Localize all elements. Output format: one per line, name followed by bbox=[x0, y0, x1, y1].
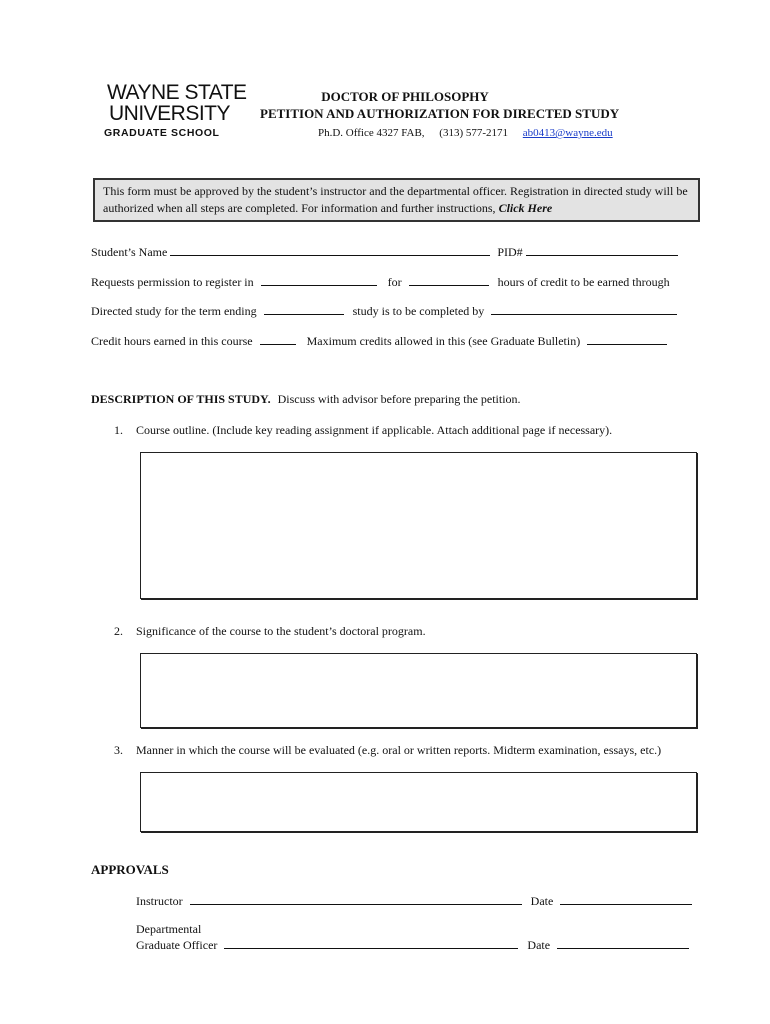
max-credits-field[interactable] bbox=[587, 333, 667, 345]
item-number: 3. bbox=[114, 743, 123, 757]
student-name-field[interactable] bbox=[170, 244, 490, 256]
instructor-date-label: Date bbox=[530, 894, 554, 908]
completed-by-field[interactable] bbox=[491, 303, 677, 315]
credit-hours-field[interactable] bbox=[409, 274, 489, 286]
dept-signature-field[interactable] bbox=[224, 937, 518, 949]
logo-wayne-state: WAYNE STATE bbox=[107, 81, 247, 104]
pid-label: PID# bbox=[497, 245, 523, 259]
description-item-2 bbox=[114, 624, 426, 639]
student-name-label: Student’s Name bbox=[91, 245, 168, 259]
instructor-signature-row bbox=[136, 893, 692, 909]
click-here-link[interactable]: Click Here bbox=[498, 201, 553, 215]
requests-permission-label: Requests permission to register in bbox=[91, 275, 254, 289]
notice-text: This form must be approved by the student’s instructor and the departmental officer. Registration in directed study will be authorized when all steps are completed. For information and further instructions, bbox=[103, 184, 688, 215]
pid-field[interactable] bbox=[526, 244, 678, 256]
form-title-line1: DOCTOR OF PHILOSOPHY bbox=[321, 89, 489, 104]
dept-date-label: Date bbox=[527, 938, 551, 952]
hours-credit-label: hours of credit to be earned through bbox=[497, 275, 670, 289]
student-name-row bbox=[91, 244, 678, 260]
description-subtext: Discuss with advisor before preparing the petition. bbox=[277, 392, 521, 406]
dept-officer-label: Graduate Officer bbox=[136, 938, 218, 952]
credits-row bbox=[91, 333, 667, 349]
evaluation-textarea[interactable] bbox=[140, 772, 697, 832]
logo-graduate-school: GRADUATE SCHOOL bbox=[104, 127, 220, 139]
instructor-signature-field[interactable] bbox=[190, 893, 522, 905]
max-credits-label: Maximum credits allowed in this (see Graduate Bulletin) bbox=[306, 334, 581, 348]
significance-textarea[interactable] bbox=[140, 653, 697, 728]
item-text: Course outline. (Include key reading assignment if applicable. Attach additional page if necessary). bbox=[136, 423, 613, 437]
register-row bbox=[91, 274, 670, 290]
approvals-heading: APPROVALS bbox=[91, 862, 169, 877]
contact-line bbox=[318, 127, 613, 139]
description-item-1 bbox=[114, 423, 612, 438]
description-heading: DESCRIPTION OF THIS STUDY. bbox=[91, 392, 271, 406]
dept-signature-row bbox=[136, 937, 689, 953]
credit-hours-earned-label: Credit hours earned in this course bbox=[91, 334, 253, 348]
term-ending-label: Directed study for the term ending bbox=[91, 304, 257, 318]
form-title-line2: PETITION AND AUTHORIZATION FOR DIRECTED STUDY bbox=[260, 106, 620, 121]
office-address: Ph.D. Office 4327 FAB, bbox=[318, 127, 425, 139]
description-item-3 bbox=[114, 743, 661, 758]
course-outline-textarea[interactable] bbox=[140, 452, 697, 599]
for-label: for bbox=[387, 275, 402, 289]
email-link[interactable]: ab0413@wayne.edu bbox=[522, 127, 613, 139]
instructor-date-field[interactable] bbox=[560, 893, 692, 905]
description-heading-row bbox=[91, 392, 521, 407]
instructions-notice bbox=[93, 178, 700, 222]
logo-university: UNIVERSITY bbox=[109, 102, 231, 125]
instructor-label: Instructor bbox=[136, 894, 183, 908]
dept-date-field[interactable] bbox=[557, 937, 689, 949]
credit-hours-earned-field[interactable] bbox=[260, 333, 296, 345]
item-number: 1. bbox=[114, 423, 123, 437]
term-row bbox=[91, 303, 677, 319]
item-text: Manner in which the course will be evaluated (e.g. oral or written reports. Midterm examination, essays, etc.) bbox=[136, 743, 662, 757]
register-course-field[interactable] bbox=[261, 274, 377, 286]
item-number: 2. bbox=[114, 624, 123, 638]
dept-label-line1: Departmental bbox=[136, 922, 202, 936]
office-phone: (313) 577-2171 bbox=[439, 127, 509, 139]
item-text: Significance of the course to the student’s doctoral program. bbox=[136, 624, 426, 638]
term-ending-field[interactable] bbox=[264, 303, 344, 315]
completed-by-label: study is to be completed by bbox=[352, 304, 485, 318]
